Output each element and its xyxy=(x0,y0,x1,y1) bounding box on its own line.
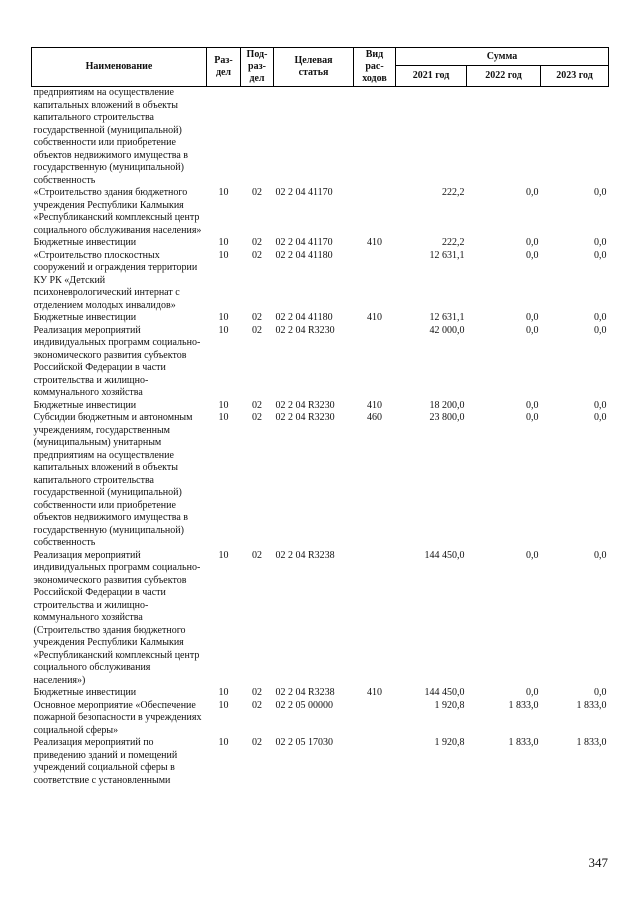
row-razdel: 10 xyxy=(218,312,229,323)
row-sum-2022: 0,0 xyxy=(526,412,539,423)
row-podrazdel: 02 xyxy=(252,737,262,748)
row-sum-2021: 144 450,0 xyxy=(424,549,465,561)
row-sum-2022: 0,0 xyxy=(526,312,539,323)
row-csr: 02 2 05 00000 xyxy=(275,699,333,711)
row-csr: 02 2 04 R3238 xyxy=(275,687,335,698)
row-razdel: 10 xyxy=(218,187,229,198)
row-sum-2023: 1 833,0 xyxy=(576,737,607,748)
row-name: Реализация мероприятий индивидуальных программ социально-экономического развития субъектов Российской Федерации в части строительства и жилищно-коммунального хозяйства xyxy=(33,324,201,398)
year-2022-header: 2022 год xyxy=(467,66,541,87)
row-vid: 460 xyxy=(367,412,382,423)
col-vid-header: Вид рас- ходов xyxy=(354,48,396,87)
row-name: «Строительство здания бюджетного учреждения Республики Калмыкия «Республиканский комплексный центр социального обслуживания населения» xyxy=(33,187,202,236)
row-csr xyxy=(274,87,354,188)
table-row xyxy=(32,325,609,400)
row-podrazdel: 02 xyxy=(252,687,262,698)
row-sum-2023: 0,0 xyxy=(594,187,607,198)
row-sum-2023: 0,0 xyxy=(594,237,607,248)
row-razdel: 10 xyxy=(218,412,229,423)
row-name: Бюджетные инвестиции xyxy=(33,237,137,248)
row-sum-2022: 0,0 xyxy=(526,324,539,336)
table-row xyxy=(32,400,609,413)
row-name: Бюджетные инвестиции xyxy=(33,312,137,323)
row-csr: 02 2 04 R3230 xyxy=(275,324,335,336)
row-podrazdel: 02 xyxy=(252,324,262,336)
row-vid xyxy=(354,87,396,188)
row-razdel: 10 xyxy=(218,237,229,248)
row-sum-2022: 0,0 xyxy=(526,399,539,411)
year-2023-header: 2023 год xyxy=(541,66,609,87)
row-csr: 02 2 04 R3230 xyxy=(275,412,335,423)
row-sum-2022: 0,0 xyxy=(526,187,539,198)
row-vid xyxy=(354,550,396,688)
row-sum-2022: 0,0 xyxy=(526,249,539,261)
row-sum-2022: 0,0 xyxy=(526,549,539,561)
row-sum-2021: 1 920,8 xyxy=(434,737,465,748)
row-sum-2023: 0,0 xyxy=(594,549,607,561)
row-razdel xyxy=(207,87,241,188)
row-sum-2021: 222,2 xyxy=(442,237,465,248)
row-sum-2022: 1 833,0 xyxy=(508,737,539,748)
row-vid: 410 xyxy=(367,312,382,323)
col-csr-header: Целевая статья xyxy=(274,48,354,87)
row-sum-2022: 1 833,0 xyxy=(508,699,539,711)
row-vid xyxy=(354,187,396,237)
row-podrazdel xyxy=(241,87,274,188)
row-vid xyxy=(354,737,396,787)
row-name: Основное мероприятие «Обеспечение пожарной безопасности в учреждениях социальной сферы» xyxy=(33,699,202,736)
row-csr: 02 2 05 17030 xyxy=(275,737,333,748)
row-sum-2023 xyxy=(541,87,609,188)
table-row xyxy=(32,237,609,250)
row-podrazdel: 02 xyxy=(252,249,262,261)
row-vid xyxy=(354,325,396,400)
table-row xyxy=(32,312,609,325)
row-sum-2021: 222,2 xyxy=(442,187,465,198)
row-sum-2021 xyxy=(396,87,467,188)
row-sum-2021: 42 000,0 xyxy=(429,324,465,336)
row-podrazdel: 02 xyxy=(252,312,262,323)
row-sum-2022: 0,0 xyxy=(526,237,539,248)
row-razdel: 10 xyxy=(218,549,229,561)
row-sum-2021: 12 631,1 xyxy=(429,249,465,261)
row-csr: 02 2 04 41180 xyxy=(275,312,333,323)
row-vid xyxy=(354,700,396,738)
row-name: предприятиям на осуществление капитальных вложений в объекты капитального строительства государственной (муниципальной) собственности или приобретение объектов недвижимого имущества в государственную (муниципальной) собственность xyxy=(33,87,189,186)
row-sum-2023: 0,0 xyxy=(594,399,607,411)
row-sum-2021: 23 800,0 xyxy=(429,412,465,423)
year-2021-header: 2021 год xyxy=(396,66,467,87)
row-sum-2022 xyxy=(467,87,541,188)
row-name: «Строительство плоскостных сооружений и ограждения территории КУ РК «Детский психоневрологический интернат с отделением молодых инвалидов» xyxy=(33,249,198,311)
row-vid: 410 xyxy=(367,237,382,248)
table-header xyxy=(32,48,609,87)
row-vid: 410 xyxy=(367,399,382,411)
col-podrazdel-header: Под- раз- дел xyxy=(241,48,274,87)
row-csr: 02 2 04 R3230 xyxy=(275,399,335,411)
row-name: Субсидии бюджетным и автономным учреждениям, государственным (муниципальным) унитарным предприятиям на осуществление капитальных вложений в объекты капитального строительства государственной (муниципальной) собственности или приобретение объектов недвижимого имущества в государственную (муниципальной) собственность xyxy=(33,412,193,548)
row-sum-2023: 0,0 xyxy=(594,312,607,323)
row-razdel: 10 xyxy=(218,699,229,711)
table-row xyxy=(32,700,609,738)
row-sum-2023: 0,0 xyxy=(594,249,607,261)
row-podrazdel: 02 xyxy=(252,237,262,248)
row-razdel: 10 xyxy=(218,324,229,336)
budget-table xyxy=(31,47,609,787)
row-name: Реализация мероприятий индивидуальных программ социально-экономического развития субъектов Российской Федерации в части строительства и жилищно-коммунального хозяйства (Строительство здания бюджетного учреждения Республики Калмыкия «Республиканский комплексный центр социального обслуживания населения») xyxy=(33,549,201,686)
table-row xyxy=(32,550,609,688)
table-row xyxy=(32,687,609,700)
table-body xyxy=(32,87,609,788)
row-podrazdel: 02 xyxy=(252,549,262,561)
row-csr: 02 2 04 41170 xyxy=(275,237,333,248)
row-sum-2021: 12 631,1 xyxy=(429,312,465,323)
row-razdel: 10 xyxy=(218,249,229,261)
row-razdel: 10 xyxy=(218,687,229,698)
row-sum-2023: 0,0 xyxy=(594,324,607,336)
row-sum-2022: 0,0 xyxy=(526,687,539,698)
row-podrazdel: 02 xyxy=(252,187,262,198)
table-row xyxy=(32,412,609,550)
row-podrazdel: 02 xyxy=(252,399,262,411)
row-sum-2023: 0,0 xyxy=(594,412,607,423)
row-name: Бюджетные инвестиции xyxy=(33,399,137,411)
row-sum-2023: 1 833,0 xyxy=(576,699,607,711)
col-sum-header: Сумма xyxy=(396,48,609,66)
row-sum-2021: 1 920,8 xyxy=(434,699,465,711)
table-row xyxy=(32,250,609,313)
table-row xyxy=(32,737,609,787)
row-csr: 02 2 04 41180 xyxy=(275,249,333,261)
row-podrazdel: 02 xyxy=(252,412,262,423)
row-razdel: 10 xyxy=(218,399,229,411)
row-csr: 02 2 04 R3238 xyxy=(275,549,335,561)
row-name: Бюджетные инвестиции xyxy=(33,687,137,698)
row-sum-2023: 0,0 xyxy=(594,687,607,698)
row-sum-2021: 18 200,0 xyxy=(429,399,465,411)
col-razdel-header: Раз- дел xyxy=(207,48,241,87)
page-number: 347 xyxy=(588,855,608,870)
row-sum-2021: 144 450,0 xyxy=(424,687,465,698)
row-name: Реализация мероприятий по приведению зданий и помещений учреждений социальной сферы в соответствие с установленными xyxy=(33,737,178,786)
row-vid xyxy=(354,250,396,313)
row-razdel: 10 xyxy=(218,737,229,748)
row-vid: 410 xyxy=(367,687,382,698)
row-podrazdel: 02 xyxy=(252,699,262,711)
table-row xyxy=(32,87,609,188)
row-csr: 02 2 04 41170 xyxy=(275,187,333,198)
col-name-header: Наименование xyxy=(32,48,207,87)
table-row xyxy=(32,187,609,237)
